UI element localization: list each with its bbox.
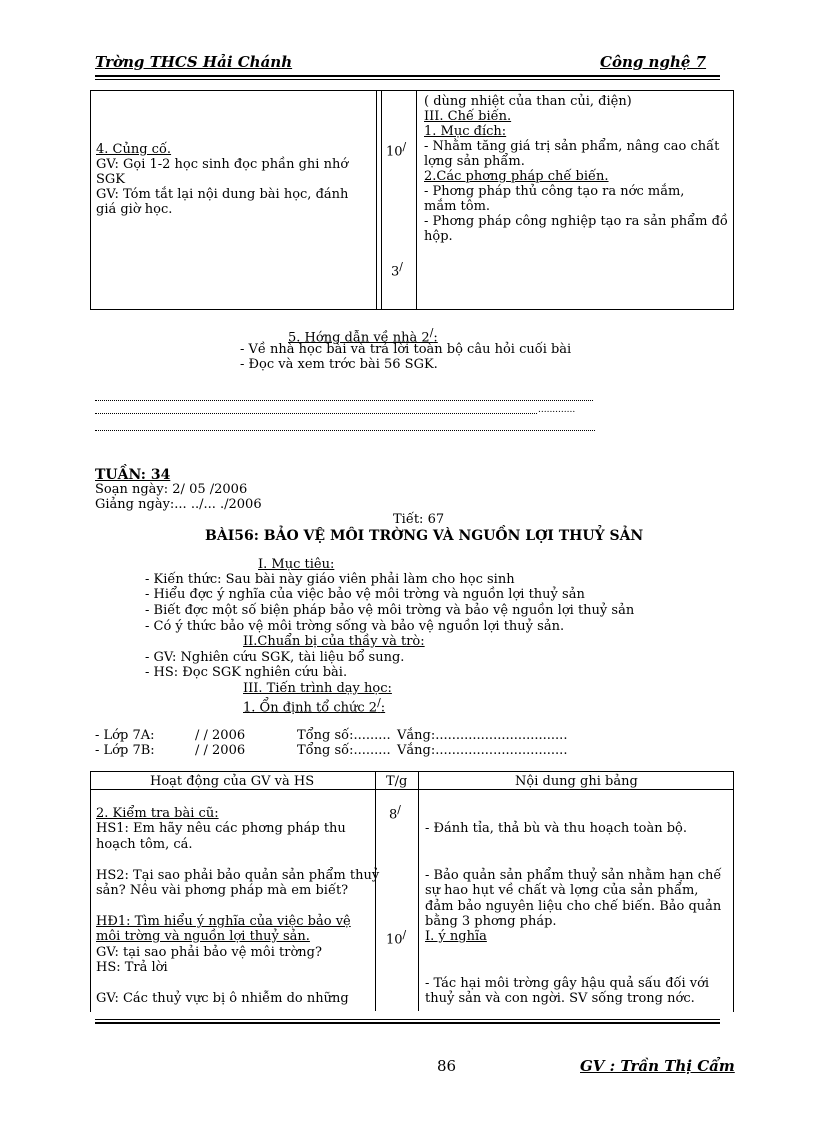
table1-right-line: hộp. — [424, 229, 453, 244]
homework-line: - Đọc và xem trớc bài 56 SGK. — [240, 357, 438, 372]
homework-line: - Về nhà học bài và trả lời toàn bộ câu hỏi cuối bài — [240, 342, 572, 357]
col-header-time: T/g — [386, 774, 408, 789]
review-heading: 2. Kiểm tra bài cũ: — [96, 806, 219, 821]
col-header-content: Nội dung ghi bảng — [515, 774, 638, 789]
table1-right-line: - Phơng pháp thủ công tạo ra nớc mắm, — [424, 184, 685, 199]
table1-divider-1 — [376, 90, 377, 309]
school-name: Trờng THCS Hải Chánh — [95, 53, 293, 71]
note-dotted-line — [95, 413, 537, 414]
table1-right-line: mắm tôm. — [424, 199, 491, 214]
table2-time-2: 10/ — [386, 928, 407, 948]
table1-left-line: GV: Tóm tắt lại nội dung bài học, đánh — [96, 187, 349, 202]
activity1-heading-cont: môi trờng và nguồn lợi thuỷ sản. — [96, 929, 310, 944]
table2-divider-1 — [375, 771, 376, 1011]
stabilize-heading: 1. Ổn định tổ chức 2/: — [243, 696, 386, 716]
table2-left-line: HS2: Tại sao phải bảo quản sản phẩm thuỷ — [96, 868, 380, 883]
preparation-item: - GV: Nghiên cứu SGK, tài liệu bổ sung. — [145, 650, 405, 665]
homework-heading: 5. Hớng dẫn về nhà 2/: — [288, 326, 438, 346]
table2-right-line: - Tác hại môi trờng gây hậu quả sấu đối với — [425, 976, 710, 991]
table1-left-line: GV: Gọi 1-2 học sinh đọc phần ghi nhớ — [96, 157, 349, 172]
processing-heading: III. Chế biến. — [424, 109, 512, 124]
class-7b-absent: Vắng:................................ — [397, 743, 568, 758]
table2-left-line: GV: tại sao phải bảo vệ môi trờng? — [96, 945, 322, 960]
teacher-name: GV : Trần Thị Cẩm — [580, 1057, 735, 1075]
table1-time-2: 3/ — [391, 260, 403, 280]
process-heading: III. Tiến trình dạy học: — [243, 681, 392, 696]
footer-rule-thick — [95, 1022, 720, 1024]
consolidation-heading: 4. Củng cố. — [96, 142, 172, 157]
table2-left-line: GV: Các thuỷ vực bị ô nhiễm do những — [96, 991, 349, 1006]
table2-right-line: sự hao hụt về chất và lợng của sản phẩm, — [425, 883, 699, 898]
table1-right-line: lợng sản phẩm. — [424, 154, 525, 169]
header-rule-thick — [95, 75, 720, 77]
table2-left-line: HS: Trả lời — [96, 960, 168, 975]
preparation-heading: II.Chuẩn bị của thầy và trò: — [243, 634, 425, 649]
table2-right-line: bằng 3 phơng pháp. — [425, 914, 557, 929]
table2-time-1: 8/ — [389, 803, 401, 823]
objectives-heading: I. Mục tiêu: — [258, 557, 335, 572]
class-7a-total: Tổng số:......... — [297, 728, 391, 743]
note-dotted-line — [95, 400, 593, 401]
preparation-item: - HS: Đọc SGK nghiên cứu bài. — [145, 665, 348, 680]
table1-divider-1b — [381, 90, 382, 309]
purpose-heading: 1. Mục đích: — [424, 124, 507, 139]
table2-right-line: đảm bảo nguyên liệu cho chế biến. Bảo quản — [425, 899, 722, 914]
table2-divider-2 — [418, 771, 419, 1011]
table2-right-line: thuỷ sản và con ngời. SV sống trong nớc. — [425, 991, 695, 1006]
header-rule-thin — [95, 79, 720, 80]
table1-time-1: 10/ — [386, 140, 407, 160]
table1-left-line: giá giờ học. — [96, 202, 173, 217]
objective-item: - Hiểu đợc ý nghĩa của việc bảo vệ môi trờng và nguồn lợi thuỷ sản — [145, 587, 585, 602]
class-7b-label: - Lớp 7B: — [95, 743, 155, 758]
table1-right-line: ( dùng nhiệt của than củi, điện) — [424, 94, 632, 109]
class-7a-date: / / 2006 — [195, 728, 246, 743]
table2-right-line: - Đánh tỉa, thả bù và thu hoạch toàn bộ. — [425, 821, 687, 836]
table2-left-line: hoạch tôm, cá. — [96, 837, 193, 852]
period-number: Tiết: 67 — [393, 512, 445, 527]
note-dotted-line — [95, 430, 595, 431]
lesson-title: BÀI56: BẢO VỆ MÔI TRỜNG VÀ NGUỒN LỢI THUỶ SẢN — [205, 528, 644, 544]
table1-right-line: - Phơng pháp công nghiệp tạo ra sản phẩm đồ — [424, 214, 728, 229]
objective-item: - Biết đợc một số biện pháp bảo vệ môi trờng và bảo vệ nguồn lợi thuỷ sản — [145, 603, 635, 618]
activity1-heading: HĐ1: Tìm hiểu ý nghĩa của việc bảo vệ — [96, 914, 351, 929]
table1-right-line: - Nhằm tăng giá trị sản phẩm, nâng cao chất — [424, 139, 720, 154]
note-dotted-line-tail: ............. — [538, 405, 576, 415]
class-7b-total: Tổng số:......... — [297, 743, 391, 758]
objective-item: - Kiến thức: Sau bài này giáo viên phải làm cho học sinh — [145, 572, 515, 587]
table1-divider-2 — [416, 90, 417, 309]
table2-left-line: sản? Nêu vài phơng pháp mà em biết? — [96, 883, 349, 898]
footer-rule-thin — [95, 1019, 720, 1020]
objective-item: - Có ý thức bảo vệ môi trờng sống và bảo vệ nguồn lợi thuỷ sản. — [145, 619, 565, 634]
page-number: 86 — [437, 1057, 457, 1075]
prepared-date: Soạn ngày: 2/ 05 /2006 — [95, 482, 248, 497]
methods-heading: 2.Các phơng pháp chế biến. — [424, 169, 609, 184]
table2-left-line: HS1: Em hãy nêu các phơng pháp thu — [96, 821, 346, 836]
teaching-date: Giảng ngày:... ../... ./2006 — [95, 497, 262, 512]
class-7a-absent: Vắng:................................ — [397, 728, 568, 743]
table2-header-rule — [90, 789, 733, 790]
significance-heading: I. ý nghĩa — [425, 929, 487, 944]
col-header-activities: Hoạt động của GV và HS — [150, 774, 315, 789]
table2-right-line: - Bảo quản sản phẩm thuỷ sản nhằm hạn chế — [425, 868, 722, 883]
table1-left-line: SGK — [96, 172, 126, 187]
class-7b-date: / / 2006 — [195, 743, 246, 758]
class-7a-label: - Lớp 7A: — [95, 728, 155, 743]
subject-name: Công nghệ 7 — [600, 53, 707, 71]
week-label: TUẦN: 34 — [95, 467, 171, 483]
